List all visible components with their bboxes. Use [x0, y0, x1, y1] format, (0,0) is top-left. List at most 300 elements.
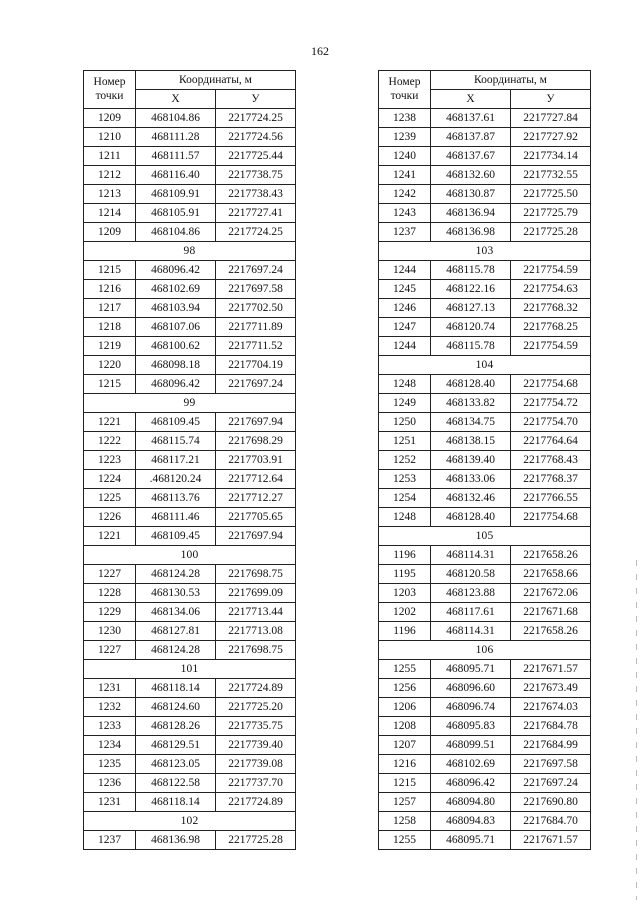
- y-coordinate-cell: 2217673.49: [511, 678, 591, 697]
- y-coordinate-cell: 2217674.03: [511, 697, 591, 716]
- table-row: [379, 773, 591, 792]
- y-coordinate-cell: 2217737.70: [216, 773, 296, 792]
- y-coordinate-cell: 2217768.37: [511, 469, 591, 488]
- y-coordinate-cell: 2217754.68: [511, 374, 591, 393]
- y-coordinate-cell: 2217702.50: [216, 298, 296, 317]
- x-coordinate-cell: 468107.06: [136, 317, 216, 336]
- x-coordinate-cell: 468096.42: [136, 374, 216, 393]
- group-row: [379, 526, 591, 545]
- x-coordinate-cell: 468132.60: [431, 165, 511, 184]
- x-coordinate-cell: 468127.13: [431, 298, 511, 317]
- y-coordinate-cell: 2217684.99: [511, 735, 591, 754]
- table-row: [379, 735, 591, 754]
- point-number-cell: 1238: [379, 108, 431, 127]
- coordinates-header: Координаты, м: [431, 71, 591, 90]
- y-coordinate-cell: 2217739.08: [216, 754, 296, 773]
- point-number-cell: 1241: [379, 165, 431, 184]
- x-coordinate-cell: 468118.14: [136, 678, 216, 697]
- point-number-cell: 1202: [379, 602, 431, 621]
- table-row: [379, 754, 591, 773]
- y-coordinate-cell: 2217725.50: [511, 184, 591, 203]
- y-coordinate-cell: 2217658.66: [511, 564, 591, 583]
- point-number-cell: 1244: [379, 260, 431, 279]
- y-coordinate-cell: 2217738.43: [216, 184, 296, 203]
- table-row: [84, 583, 296, 602]
- y-coordinate-cell: 2217712.64: [216, 469, 296, 488]
- x-coordinate-cell: 468111.28: [136, 127, 216, 146]
- x-coordinate-cell: 468114.31: [431, 545, 511, 564]
- point-number-cell: 1214: [84, 203, 136, 222]
- y-coordinate-cell: 2217705.65: [216, 507, 296, 526]
- point-header-line1: Номер: [93, 76, 126, 89]
- point-number-cell: 1231: [84, 678, 136, 697]
- x-coordinate-cell: 468113.76: [136, 488, 216, 507]
- x-coordinate-cell: 468096.74: [431, 697, 511, 716]
- x-coordinate-cell: 468103.94: [136, 298, 216, 317]
- x-coordinate-cell: 468115.78: [431, 260, 511, 279]
- x-coordinate-cell: 468109.45: [136, 412, 216, 431]
- y-coordinate-cell: 2217724.56: [216, 127, 296, 146]
- point-number-cell: 1196: [379, 545, 431, 564]
- x-coordinate-cell: 468102.69: [136, 279, 216, 298]
- y-coordinate-cell: 2217764.64: [511, 431, 591, 450]
- point-number-cell: 1196: [379, 621, 431, 640]
- x-coordinate-cell: 468130.87: [431, 184, 511, 203]
- table-row: [84, 716, 296, 735]
- group-number-cell: 102: [84, 811, 296, 830]
- x-coordinate-cell: 468094.83: [431, 811, 511, 830]
- x-coordinate-cell: 468115.78: [431, 336, 511, 355]
- table-row: [379, 564, 591, 583]
- point-number-cell: 1221: [84, 412, 136, 431]
- table-row: [379, 621, 591, 640]
- table-row: [379, 488, 591, 507]
- y-coordinate-cell: 2217725.79: [511, 203, 591, 222]
- x-coordinate-cell: 468138.15: [431, 431, 511, 450]
- y-coordinate-cell: 2217684.70: [511, 811, 591, 830]
- point-number-cell: 1220: [84, 355, 136, 374]
- y-coordinate-cell: 2217713.08: [216, 621, 296, 640]
- y-coordinate-cell: 2217671.57: [511, 659, 591, 678]
- x-coordinate-cell: 468117.61: [431, 602, 511, 621]
- y-coordinate-cell: 2217768.25: [511, 317, 591, 336]
- y-coordinate-cell: 2217754.70: [511, 412, 591, 431]
- point-number-cell: 1234: [84, 735, 136, 754]
- x-coordinate-cell: 468094.80: [431, 792, 511, 811]
- y-coordinate-cell: 2217697.24: [511, 773, 591, 792]
- point-number-cell: 1226: [84, 507, 136, 526]
- y-coordinate-cell: 2217727.92: [511, 127, 591, 146]
- table-row: [84, 488, 296, 507]
- x-coordinate-cell: 468137.67: [431, 146, 511, 165]
- y-coordinate-cell: 2217754.59: [511, 336, 591, 355]
- coordinates-table-left: [83, 70, 296, 850]
- table-row: [379, 583, 591, 602]
- point-number-cell: 1254: [379, 488, 431, 507]
- table-row: [84, 184, 296, 203]
- point-number-cell: 1237: [379, 222, 431, 241]
- table-row: [379, 374, 591, 393]
- group-row: [84, 545, 296, 564]
- table-row: [379, 108, 591, 127]
- group-number-cell: 99: [84, 393, 296, 412]
- point-number-cell: 1252: [379, 450, 431, 469]
- x-coordinate-cell: 468120.74: [431, 317, 511, 336]
- table-row: [84, 222, 296, 241]
- x-coordinate-cell: 468115.74: [136, 431, 216, 450]
- table-row: [379, 412, 591, 431]
- y-coordinate-cell: 2217690.80: [511, 792, 591, 811]
- y-coordinate-cell: 2217727.41: [216, 203, 296, 222]
- table-row: [379, 431, 591, 450]
- point-number-cell: 1256: [379, 678, 431, 697]
- x-coordinate-cell: 468105.91: [136, 203, 216, 222]
- group-row: [84, 659, 296, 678]
- x-coordinate-cell: 468127.81: [136, 621, 216, 640]
- point-number-cell: 1235: [84, 754, 136, 773]
- table-row: [84, 697, 296, 716]
- table-row: [379, 697, 591, 716]
- point-number-cell: 1225: [84, 488, 136, 507]
- coordinates-table-right: [378, 70, 591, 850]
- table-row: [379, 317, 591, 336]
- table-row: [379, 260, 591, 279]
- y-coordinate-cell: 2217711.89: [216, 317, 296, 336]
- point-number-cell: 1247: [379, 317, 431, 336]
- x-coordinate-cell: 468118.14: [136, 792, 216, 811]
- point-number-cell: 1222: [84, 431, 136, 450]
- point-header-line2: точки: [95, 90, 124, 103]
- group-number-cell: 100: [84, 545, 296, 564]
- point-number-cell: 1227: [84, 640, 136, 659]
- y-coordinate-cell: 2217735.75: [216, 716, 296, 735]
- x-coordinate-cell: 468100.62: [136, 336, 216, 355]
- y-coordinate-cell: 2217697.94: [216, 526, 296, 545]
- table-row: [379, 602, 591, 621]
- x-coordinate-cell: 468099.51: [431, 735, 511, 754]
- y-coordinate-cell: 2217699.09: [216, 583, 296, 602]
- x-coordinate-cell: 468128.26: [136, 716, 216, 735]
- point-number-cell: 1213: [84, 184, 136, 203]
- point-number-cell: 1240: [379, 146, 431, 165]
- table-row: [84, 203, 296, 222]
- table-row: [84, 621, 296, 640]
- page-number: 162: [311, 44, 329, 58]
- x-coordinate-cell: 468116.40: [136, 165, 216, 184]
- x-coordinate-cell: 468111.46: [136, 507, 216, 526]
- y-coordinate-cell: 2217671.57: [511, 830, 591, 849]
- table-row: [84, 260, 296, 279]
- point-number-cell: 1257: [379, 792, 431, 811]
- y-coordinate-cell: 2217724.89: [216, 678, 296, 697]
- y-coordinate-cell: 2217698.75: [216, 564, 296, 583]
- table-row: [84, 526, 296, 545]
- table-row: [379, 336, 591, 355]
- point-number-cell: 1223: [84, 450, 136, 469]
- x-coordinate-cell: 468128.40: [431, 374, 511, 393]
- x-coordinate-cell: 468124.28: [136, 564, 216, 583]
- group-number-cell: 103: [379, 241, 591, 260]
- group-row: [379, 640, 591, 659]
- point-number-cell: 1211: [84, 146, 136, 165]
- x-coordinate-cell: 468096.42: [431, 773, 511, 792]
- point-number-cell: 1253: [379, 469, 431, 488]
- y-coordinate-cell: 2217672.06: [511, 583, 591, 602]
- y-coordinate-cell: 2217768.43: [511, 450, 591, 469]
- point-header-line1: Номер: [388, 76, 421, 89]
- y-coordinate-cell: 2217724.25: [216, 108, 296, 127]
- point-number-cell: 1248: [379, 374, 431, 393]
- x-coordinate-cell: 468095.83: [431, 716, 511, 735]
- x-coordinate-cell: 468114.31: [431, 621, 511, 640]
- y-coordinate-cell: 2217658.26: [511, 621, 591, 640]
- table-row: [84, 469, 296, 488]
- x-coordinate-cell: 468136.98: [136, 830, 216, 849]
- point-number-cell: 1212: [84, 165, 136, 184]
- y-coordinate-cell: 2217697.58: [511, 754, 591, 773]
- point-number-cell: 1245: [379, 279, 431, 298]
- point-number-cell: 1255: [379, 659, 431, 678]
- point-number-cell: 1209: [84, 108, 136, 127]
- x-coordinate-cell: 468123.88: [431, 583, 511, 602]
- x-coordinate-cell: 468104.86: [136, 222, 216, 241]
- group-number-cell: 98: [84, 241, 296, 260]
- x-column-header: X: [136, 89, 216, 108]
- point-number-cell: 1244: [379, 336, 431, 355]
- table-row: [84, 564, 296, 583]
- point-number-header: [84, 71, 136, 109]
- point-number-cell: 1208: [379, 716, 431, 735]
- table-row: [379, 659, 591, 678]
- point-number-cell: 1203: [379, 583, 431, 602]
- table-row: [379, 222, 591, 241]
- y-coordinate-cell: 2217725.28: [216, 830, 296, 849]
- point-number-cell: 1224: [84, 469, 136, 488]
- point-number-cell: 1215: [379, 773, 431, 792]
- x-coordinate-cell: 468122.58: [136, 773, 216, 792]
- x-coordinate-cell: 468133.82: [431, 393, 511, 412]
- y-coordinate-cell: 2217725.44: [216, 146, 296, 165]
- y-coordinate-cell: 2217724.25: [216, 222, 296, 241]
- y-coordinate-cell: 2217713.44: [216, 602, 296, 621]
- x-coordinate-cell: 468136.98: [431, 222, 511, 241]
- x-coordinate-cell: 468124.28: [136, 640, 216, 659]
- x-coordinate-cell: 468096.60: [431, 678, 511, 697]
- x-coordinate-cell: 468136.94: [431, 203, 511, 222]
- table-row: [379, 450, 591, 469]
- x-coordinate-cell: 468109.91: [136, 184, 216, 203]
- x-coordinate-cell: 468137.87: [431, 127, 511, 146]
- table-row: [84, 754, 296, 773]
- y-column-header: У: [511, 89, 591, 108]
- table-row: [379, 830, 591, 849]
- point-number-cell: 1228: [84, 583, 136, 602]
- x-coordinate-cell: 468109.45: [136, 526, 216, 545]
- table-row: [84, 336, 296, 355]
- x-coordinate-cell: 468123.05: [136, 754, 216, 773]
- table-row: [84, 431, 296, 450]
- x-coordinate-cell: 468117.21: [136, 450, 216, 469]
- coordinates-header: Координаты, м: [136, 71, 296, 90]
- table-row: [379, 298, 591, 317]
- x-coordinate-cell: 468104.86: [136, 108, 216, 127]
- point-number-header: [379, 71, 431, 109]
- table-row: [84, 640, 296, 659]
- table-row: [379, 678, 591, 697]
- y-coordinate-cell: 2217711.52: [216, 336, 296, 355]
- table-row: [84, 412, 296, 431]
- point-number-cell: 1255: [379, 830, 431, 849]
- point-number-cell: 1251: [379, 431, 431, 450]
- point-number-cell: 1249: [379, 393, 431, 412]
- table-row: [84, 374, 296, 393]
- point-number-cell: 1221: [84, 526, 136, 545]
- scan-edge-mark: [636, 560, 637, 900]
- y-coordinate-cell: 2217697.24: [216, 260, 296, 279]
- x-coordinate-cell: 468132.46: [431, 488, 511, 507]
- x-coordinate-cell: .468120.24: [136, 469, 216, 488]
- y-coordinate-cell: 2217738.75: [216, 165, 296, 184]
- point-number-cell: 1258: [379, 811, 431, 830]
- point-number-cell: 1250: [379, 412, 431, 431]
- y-coordinate-cell: 2217754.59: [511, 260, 591, 279]
- y-coordinate-cell: 2217754.72: [511, 393, 591, 412]
- table-row: [379, 811, 591, 830]
- table-row: [84, 773, 296, 792]
- point-number-cell: 1207: [379, 735, 431, 754]
- point-number-cell: 1210: [84, 127, 136, 146]
- table-row: [379, 716, 591, 735]
- x-coordinate-cell: 468134.75: [431, 412, 511, 431]
- table-row: [84, 279, 296, 298]
- table-row: [84, 450, 296, 469]
- x-coordinate-cell: 468098.18: [136, 355, 216, 374]
- table-row: [84, 792, 296, 811]
- point-header-line2: точки: [390, 90, 419, 103]
- point-number-cell: 1237: [84, 830, 136, 849]
- y-coordinate-cell: 2217754.68: [511, 507, 591, 526]
- group-number-cell: 105: [379, 526, 591, 545]
- y-coordinate-cell: 2217697.58: [216, 279, 296, 298]
- point-number-cell: 1195: [379, 564, 431, 583]
- group-row: [379, 241, 591, 260]
- y-coordinate-cell: 2217739.40: [216, 735, 296, 754]
- point-number-cell: 1248: [379, 507, 431, 526]
- table-row: [379, 127, 591, 146]
- x-coordinate-cell: 468129.51: [136, 735, 216, 754]
- y-coordinate-cell: 2217766.55: [511, 488, 591, 507]
- table-row: [379, 507, 591, 526]
- point-number-cell: 1230: [84, 621, 136, 640]
- point-number-cell: 1215: [84, 374, 136, 393]
- table-row: [379, 469, 591, 488]
- y-coordinate-cell: 2217734.14: [511, 146, 591, 165]
- table-row: [84, 830, 296, 849]
- y-coordinate-cell: 2217698.29: [216, 431, 296, 450]
- y-coordinate-cell: 2217754.63: [511, 279, 591, 298]
- group-row: [84, 811, 296, 830]
- x-coordinate-cell: 468133.06: [431, 469, 511, 488]
- point-number-cell: 1209: [84, 222, 136, 241]
- table-row: [379, 146, 591, 165]
- x-coordinate-cell: 468102.69: [431, 754, 511, 773]
- point-number-cell: 1227: [84, 564, 136, 583]
- table-row: [84, 602, 296, 621]
- y-coordinate-cell: 2217703.91: [216, 450, 296, 469]
- point-number-cell: 1236: [84, 773, 136, 792]
- table-row: [84, 507, 296, 526]
- point-number-cell: 1229: [84, 602, 136, 621]
- group-row: [84, 241, 296, 260]
- y-coordinate-cell: 2217698.75: [216, 640, 296, 659]
- x-coordinate-cell: 468120.58: [431, 564, 511, 583]
- point-number-cell: 1239: [379, 127, 431, 146]
- group-row: [84, 393, 296, 412]
- x-coordinate-cell: 468122.16: [431, 279, 511, 298]
- x-coordinate-cell: 468095.71: [431, 830, 511, 849]
- group-number-cell: 104: [379, 355, 591, 374]
- y-coordinate-cell: 2217725.20: [216, 697, 296, 716]
- y-coordinate-cell: 2217732.55: [511, 165, 591, 184]
- table-row: [379, 203, 591, 222]
- table-row: [84, 298, 296, 317]
- x-coordinate-cell: 468124.60: [136, 697, 216, 716]
- x-coordinate-cell: 468096.42: [136, 260, 216, 279]
- y-coordinate-cell: 2217671.68: [511, 602, 591, 621]
- point-number-cell: 1216: [379, 754, 431, 773]
- point-number-cell: 1206: [379, 697, 431, 716]
- table-row: [84, 735, 296, 754]
- table-row: [84, 108, 296, 127]
- table-row: [84, 355, 296, 374]
- x-coordinate-cell: 468111.57: [136, 146, 216, 165]
- y-coordinate-cell: 2217684.78: [511, 716, 591, 735]
- x-coordinate-cell: 468095.71: [431, 659, 511, 678]
- x-coordinate-cell: 468137.61: [431, 108, 511, 127]
- table-row: [84, 165, 296, 184]
- table-row: [379, 792, 591, 811]
- table-row: [379, 165, 591, 184]
- table-row: [84, 317, 296, 336]
- y-coordinate-cell: 2217697.24: [216, 374, 296, 393]
- table-row: [379, 279, 591, 298]
- point-number-cell: 1216: [84, 279, 136, 298]
- point-number-cell: 1242: [379, 184, 431, 203]
- y-coordinate-cell: 2217697.94: [216, 412, 296, 431]
- table-row: [84, 678, 296, 697]
- point-number-cell: 1232: [84, 697, 136, 716]
- table-row: [379, 393, 591, 412]
- point-number-cell: 1246: [379, 298, 431, 317]
- y-coordinate-cell: 2217712.27: [216, 488, 296, 507]
- group-number-cell: 106: [379, 640, 591, 659]
- y-coordinate-cell: 2217725.28: [511, 222, 591, 241]
- x-coordinate-cell: 468139.40: [431, 450, 511, 469]
- y-coordinate-cell: 2217704.19: [216, 355, 296, 374]
- point-number-cell: 1233: [84, 716, 136, 735]
- point-number-cell: 1218: [84, 317, 136, 336]
- table-row: [84, 127, 296, 146]
- y-coordinate-cell: 2217727.84: [511, 108, 591, 127]
- table-row: [379, 545, 591, 564]
- point-number-cell: 1215: [84, 260, 136, 279]
- point-number-cell: 1243: [379, 203, 431, 222]
- x-column-header: X: [431, 89, 511, 108]
- y-coordinate-cell: 2217724.89: [216, 792, 296, 811]
- x-coordinate-cell: 468134.06: [136, 602, 216, 621]
- point-number-cell: 1217: [84, 298, 136, 317]
- y-coordinate-cell: 2217658.26: [511, 545, 591, 564]
